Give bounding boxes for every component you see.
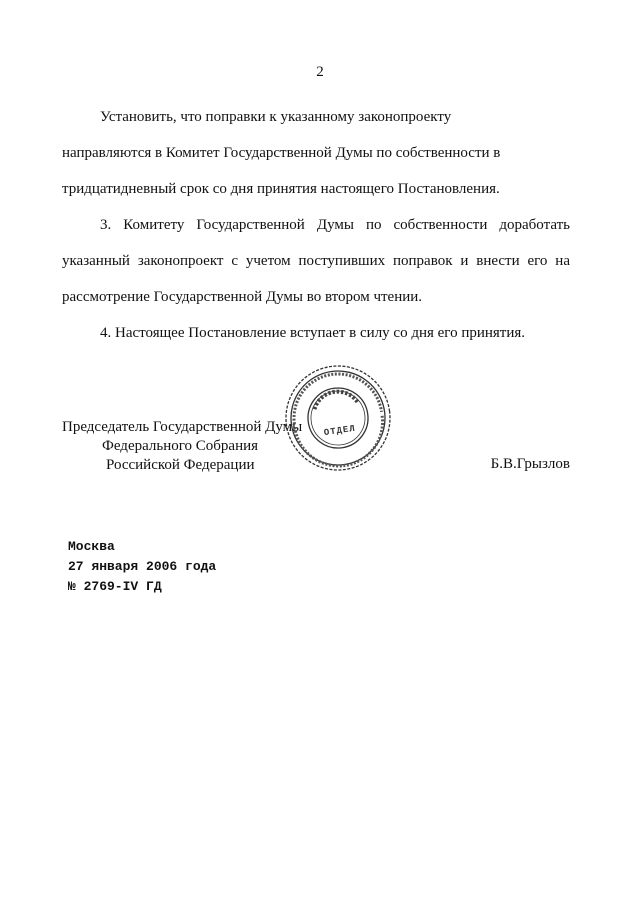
paragraph-2-line-2: направляются в Комитет Государственной Думы по собственности в bbox=[62, 145, 501, 161]
signer-name: Б.В.Грызлов bbox=[490, 456, 570, 472]
footer-number: № 2769-IV ГД bbox=[68, 579, 162, 594]
stamp-center-text: ОТДЕЛ bbox=[323, 423, 357, 439]
signer-title-line-1: Председатель Государственной Думы bbox=[62, 419, 303, 435]
paragraph-2-line-3: тридцатидневный срок со дня принятия настоящего Постановления. bbox=[62, 181, 500, 197]
page-number: 2 bbox=[316, 64, 324, 80]
signer-title-line-3: Российской Федерации bbox=[106, 457, 255, 473]
paragraph-3: 3. Комитету Государственной Думы по собственности доработать указанный законопроект с учетом поступивших поправок и внести его на рассмотрение Государственной Думы во втором чтении. bbox=[62, 217, 570, 305]
paragraph-2-line-1: Установить, что поправки к указанному законопроекту bbox=[100, 109, 452, 125]
signer-title-line-2: Федерального Собрания bbox=[102, 438, 259, 454]
paragraph-4: 4. Настоящее Постановление вступает в силу со дня его принятия. bbox=[100, 325, 526, 341]
footer-date: 27 января 2006 года bbox=[68, 559, 217, 574]
document-body bbox=[62, 99, 570, 351]
official-seal-stamp bbox=[282, 362, 394, 474]
document-footer bbox=[68, 537, 216, 597]
footer-city: Москва bbox=[68, 539, 115, 554]
